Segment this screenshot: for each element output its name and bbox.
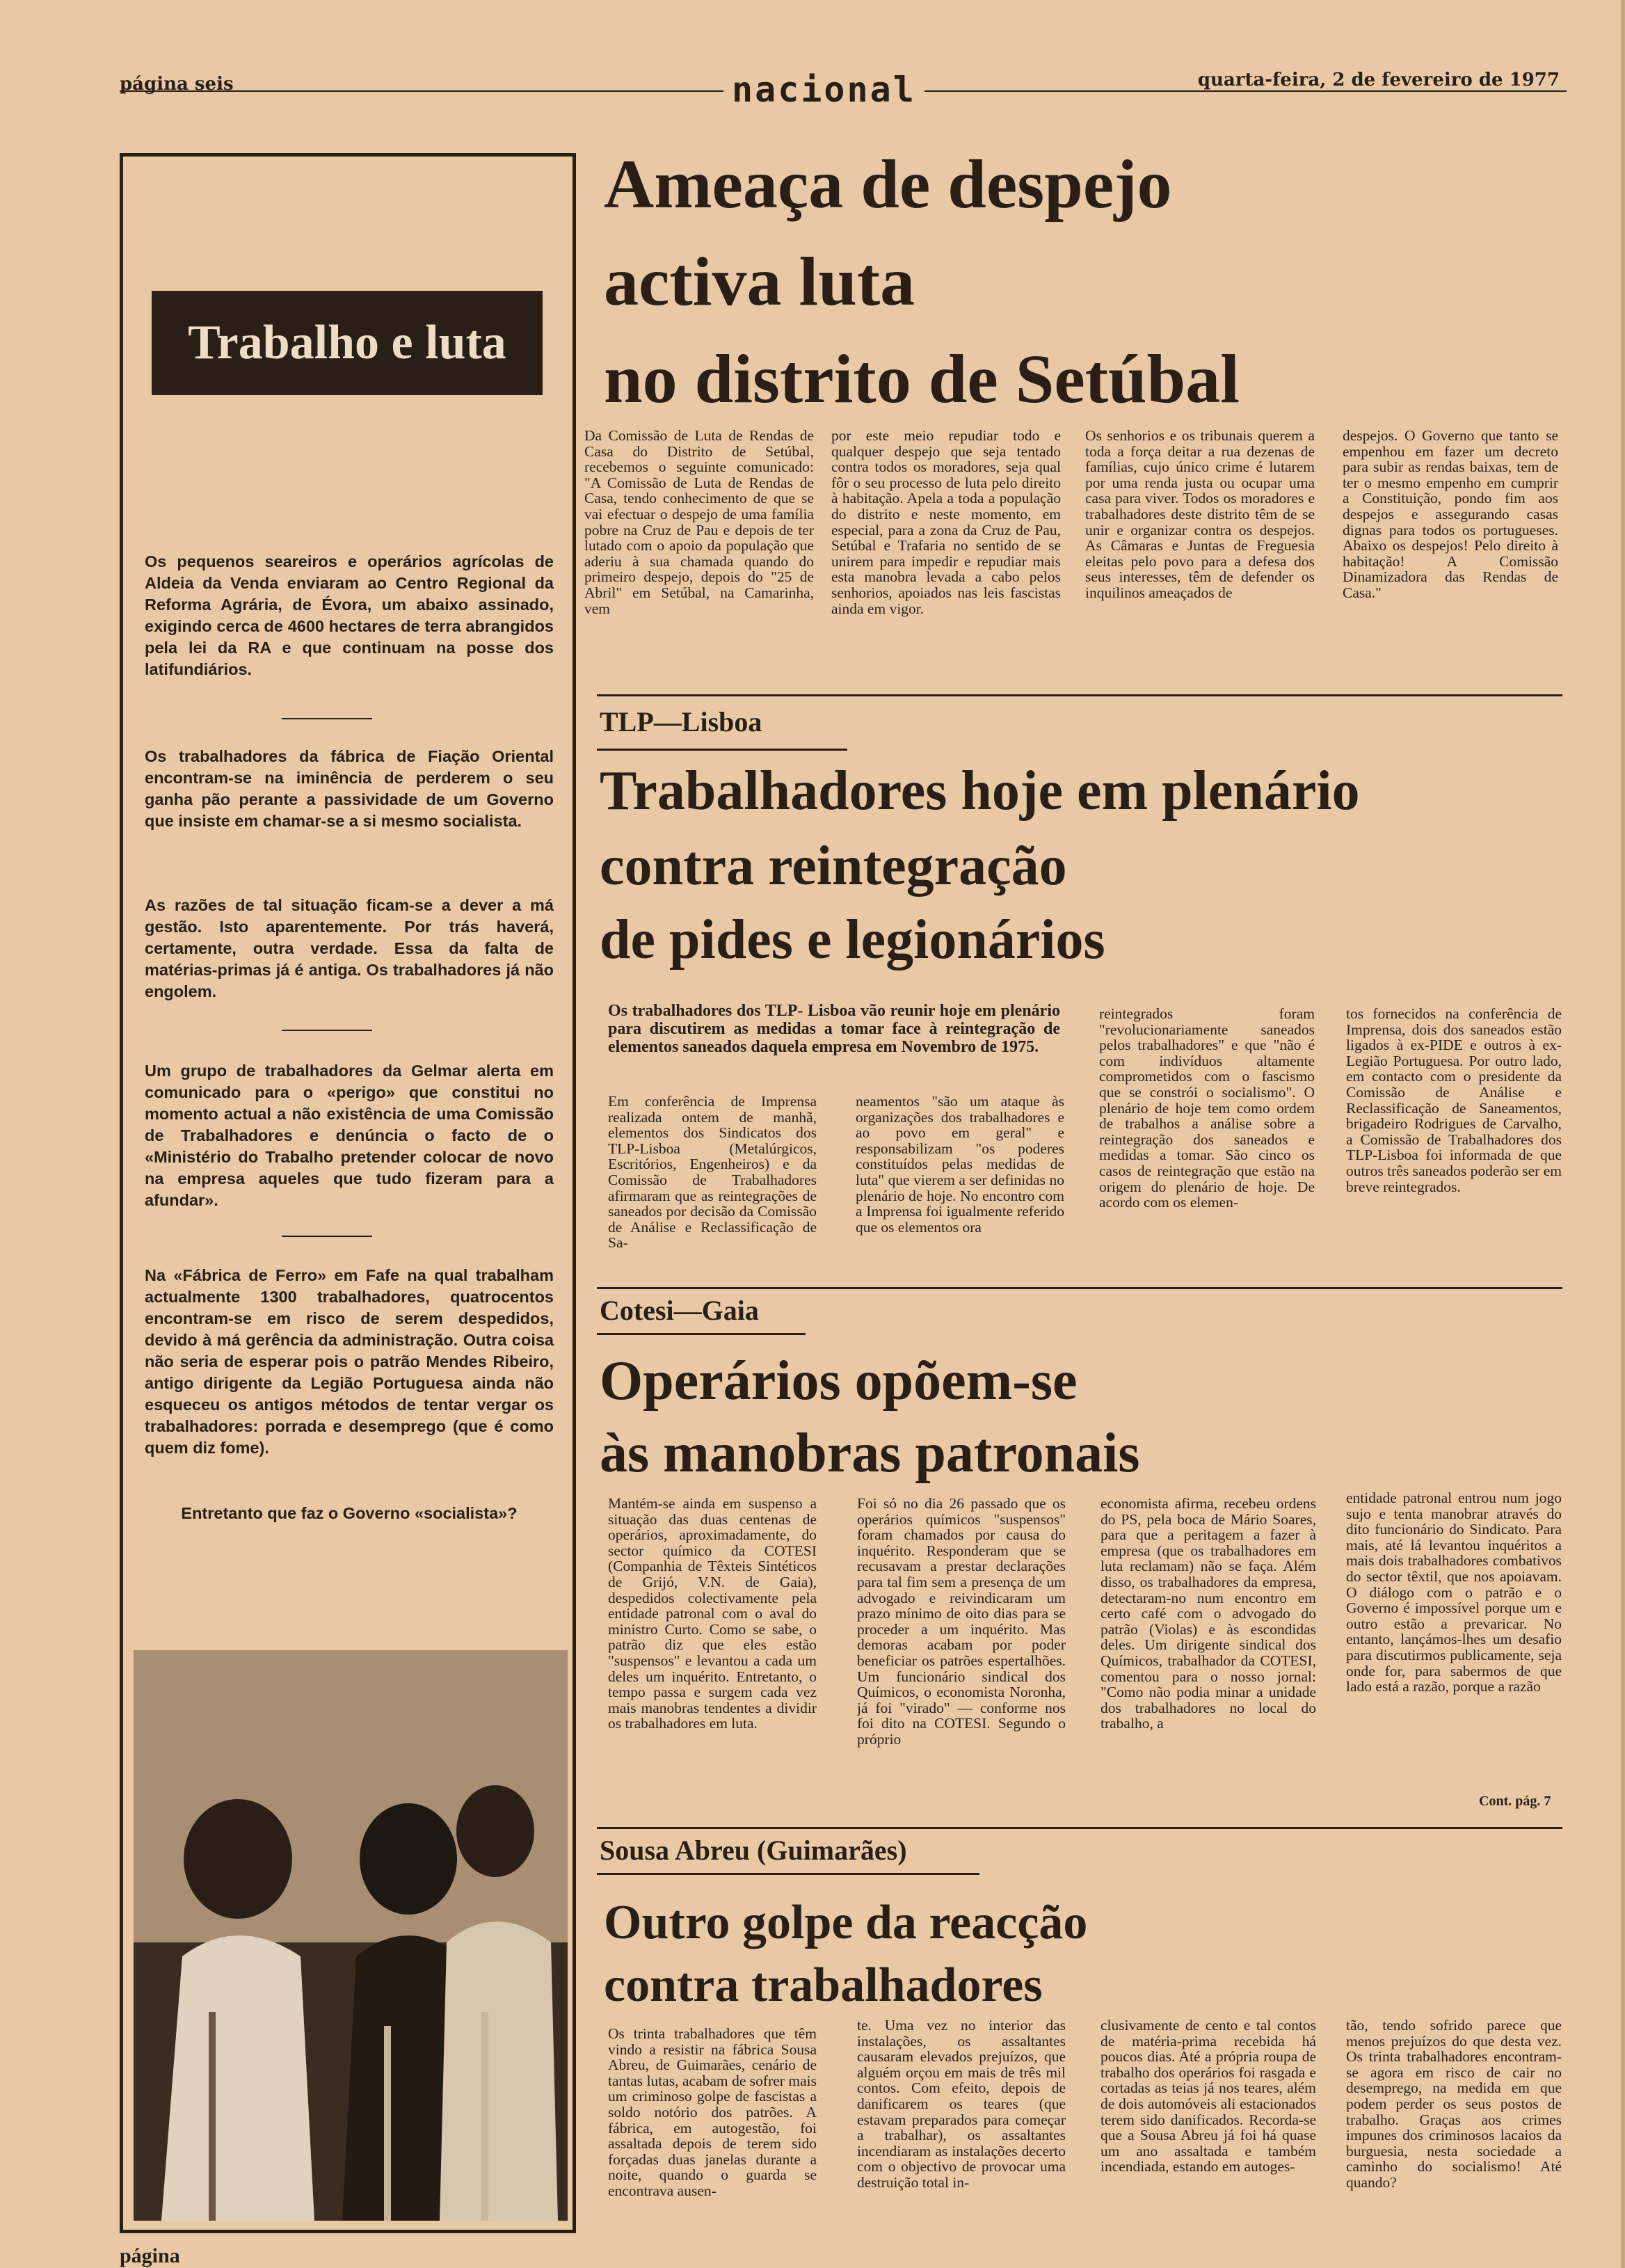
issue-date: quarta-feira, 2 de fevereiro de 1977 bbox=[1197, 70, 1560, 90]
article3-column: Mantém-se ainda em suspenso a situação das duas centenas de operários, aproximadamente, do sector químico da COTESI (Companhia de Têxteis Sintéticos de Grijó, V.N. de Gaia), despedidos colectivamente pela entidade patronal com o aval do ministro Curto. Como se sabe, o patrão diz que eles estão "suspensos" e levantou a cada um deles um inquérito. Entretanto, o tempo passa e surgem cada vez mais manobras tendentes a dividir os trabalhadores em luta. bbox=[608, 1496, 817, 1732]
footer-page-label: página bbox=[120, 2244, 180, 2267]
sidebar-paragraph: Os trabalhadores da fábrica de Fiação Oriental encontram-se na iminência de perderem o seu ganha pão perante a passividade de um Governo que insiste em chamar-se a si mesmo socialista. bbox=[145, 747, 554, 830]
article-divider bbox=[597, 1287, 1562, 1289]
article-divider bbox=[597, 694, 1562, 696]
article3-column: entidade patronal entrou num jogo sujo e tenta manobrar através do dito funcionário do Sindicato. Para mais, até lá levantou inquéritos a mais dois trabalhadores combativos do sector têxtil, que nos apoiavam. O diálogo com o patrão e o Governo é impossível porque um e outro estão a prevaricar. No entanto, lançámos-lhes um desafio para discutirmos publicamente, seja onde for, para sabermos de que lado está a razão, porque a razão bbox=[1346, 1490, 1562, 1695]
article3-headline-line: às manobras patronais bbox=[600, 1423, 1140, 1484]
article2-headline-line: Trabalhadores hoje em plenário bbox=[600, 760, 1360, 822]
article2-column: neamentos "são um ataque às organizações dos trabalhadores e ao povo em geral" e responsabilizam "os poderes constituídos pelas medidas de luta" que vierem a ser definidas no plenário de hoje. No encontro com a Imprensa foi igualmente referido que os elementos ora bbox=[856, 1094, 1064, 1236]
article3-headline-line: Operários opõem-se bbox=[600, 1350, 1078, 1412]
workers-photo bbox=[134, 1650, 568, 2221]
article2-column: Em conferência de Imprensa realizada ontem de manhã, elementos dos Sindicatos dos TLP-Lisboa (Metalúrgicos, Escritórios, Engenheiros) e da Comissão de Trabalhadores afirmaram que as reintegrações de saneados por decisão da Comissão de Análise e Reclassificação de Sa- bbox=[608, 1094, 817, 1252]
kicker-underline bbox=[597, 749, 847, 751]
article2-kicker: TLP—Lisboa bbox=[600, 706, 762, 737]
article2-lede: Os trabalhadores dos TLP- Lisboa vão reunir hoje em plenário para discutirem as medidas a tomar face à reintegração de elementos saneados daquela empresa em Novembro de 1975. bbox=[608, 1002, 1060, 1056]
sidebar-paragraph: As razões de tal situação ficam-se a dever a má gestão. Isto aparentemente. Por trás haverá, certamente, outra verdade. Essa da falta de matérias-primas já é antiga. Os trabalhadores já não engolem. bbox=[145, 896, 554, 1000]
article4-column: tão, tendo sofrido parece que menos prejuízos do que desta vez. Os trinta trabalhadores encontram-se agora em risco de cair no desemprego, na medida em que podem perder os seus postos de trabalho. Graças aos crimes impunes dos criminosos lacaios da burguesia, nesta sociedade a caminho do socialismo! Até quando? bbox=[1346, 2018, 1562, 2191]
article3-column: Foi só no dia 26 passado que os operários químicos "suspensos" foram chamados por causa do inquérito. Responderam que se recusavam a prestar declarações para tal fim sem a presença de um advogado e reivindicaram um prazo mínimo de oito dias para se proceder a um inquérito. Mas demoras acabam por poder beneficiar os patrões espertalhões. Um funcionário sindical dos Químicos, o economista Noronha, já foi "virado" — conforme nos foi dito na COTESI. Segundo o próprio bbox=[857, 1496, 1066, 1748]
section-title: nacional bbox=[723, 70, 924, 110]
workers-photo-illustration bbox=[134, 1650, 568, 2221]
sidebar-title: Trabalho e luta bbox=[152, 291, 543, 395]
sidebar-divider bbox=[282, 1030, 372, 1031]
article4-column: te. Uma vez no interior das instalações, os assaltantes causaram elevados prejuízos, que alguém orçou em mais de três mil contos. Com efeito, depois de danificarem os teares (que estavam preparados para começar a trabalhar), os assaltantes incendiaram as instalações decerto com o objectivo de provocar uma destruição total in- bbox=[857, 2018, 1066, 2191]
article1-column: por este meio repudiar todo e qualquer despejo que seja tentado contra todos os moradores, seja qual fôr o seu processo de luta pelo direito à habitação. Apela a toda a população do distrito e neste momento, em especial, para a zona da Cruz de Pau, Setúbal e Trafaria no sentido de se unirem para impedir e repudiar mais esta manobra levada a cabo pelos senhorios, apoiados nas leis fascistas ainda em vigor. bbox=[831, 428, 1061, 617]
article1-column: Os senhorios e os tribunais querem a toda a força deitar a rua dezenas de famílias, cujo único crime é lutarem por uma renda justa ou ocupar uma casa para viver. Todos os moradores e trabalhadores deste distrito têm de se unir e organizar contra os despejos. As Câmaras e Juntas de Freguesia eleitas pelo povo para a defesa dos seus interesses, têm de defender os inquilinos ameaçados de bbox=[1085, 428, 1315, 601]
article-divider bbox=[597, 1827, 1562, 1829]
continued-note: Cont. pág. 7 bbox=[1479, 1794, 1551, 1809]
sidebar-paragraph: Os pequenos seareiros e operários agrícolas de Aldeia da Venda enviaram ao Centro Regional da Reforma Agrária, de Évora, um abaixo assinado, exigindo cerca de 4600 hectares de terra abrangidos pela lei da RA e que continuam na posse dos latifundiários. bbox=[145, 552, 554, 678]
sidebar-paragraph: Um grupo de trabalhadores da Gelmar alerta em comunicado para o «perigo» que constitui no momento actual a não existência de uma Comissão de Trabalhadores e denúncia o facto de o «Ministério do Trabalho pretender colocar de novo na empresa aqueles que tudo fizeram para a afundar». bbox=[145, 1062, 554, 1209]
article1-column: Da Comissão de Luta de Rendas de Casa do Distrito de Setúbal, recebemos o seguinte comunicado: "A Comissão de Luta de Rendas de Casa, tendo conhecimento de que se vai efectuar o despejo de uma família pobre na Cruz de Pau e depois de ter lutado com o apoio da população que aderiu à sua chamada quando do primeiro despejo, depois do "25 de Abril" em Setúbal, na Camarinha, vem bbox=[584, 428, 814, 617]
article2-column: reintegrados foram "revolucionariamente saneados pelos trabalhadores" e que "não é com indivíduos altamente comprometidos com o fascismo que se constrói o socialismo". O plenário de hoje tem como ordem de trabalhos a análise sobre a reintegração dos saneados e medidas a tomar. São cinco os casos de reintegração que estão na origem do plenário de hoje. De acordo com os elemen- bbox=[1099, 1006, 1315, 1211]
sidebar-divider bbox=[282, 1236, 372, 1237]
article2-headline-line: contra reintegração bbox=[600, 836, 1067, 897]
kicker-underline bbox=[597, 1873, 979, 1875]
sidebar-divider bbox=[282, 718, 372, 719]
article4-kicker: Sousa Abreu (Guimarães) bbox=[600, 1835, 907, 1866]
sidebar-paragraph: Na «Fábrica de Ferro» em Fafe na qual trabalham actualmente 1300 trabalhadores, quatrocentos encontram-se em risco de serem despedidos, devido à má gerência da administração. Outra coisa não seria de esperar pois o patrão Mendes Ribeiro, antigo dirigente da Legião Portuguesa ainda não esqueceu os antigos métodos de tentar vergar os trabalhadores: porrada e desemprego (que é como quem diz fome). bbox=[145, 1266, 554, 1457]
article2-headline-line: de pides e legionários bbox=[600, 909, 1105, 971]
page-edge bbox=[1621, 0, 1625, 2268]
article1-column: despejos. O Governo que tanto se empenhou em fazer um decreto para subir as rendas baixas, tem de ter o mesmo empenho em cumprir a Constituição, pondo fim aos despejos e assegurando casas dignas para todos os portugueses. Abaixo os despejos! Pelo direito à habitação! A Comissão Dinamizadora das Rendas de Casa." bbox=[1343, 428, 1558, 601]
article4-column: clusivamente de cento e tal contos de matéria-prima recebida há poucos dias. Até a própria roupa de trabalho dos operários foi rasgada e cortadas as teias já nos teares, além de dois automóveis ali estacionados terem sido danificados. Recorda-se que a Sousa Abreu já foi há quase um ano assaltada e também incendiada, estando em autoges- bbox=[1100, 2018, 1316, 2175]
article2-column: tos fornecidos na conferência de Imprensa, dois dos saneados estão ligados à ex-PIDE e outros à ex-Legião Portuguesa. Por outro lado, em contacto com o presidente da Comissão de Análise e Reclassificação de Saneamentos, brigadeiro Rodrigues de Carvalho, a Comissão de Trabalhadores dos TLP-Lisboa foi informada de que outros três saneados poderão ser em breve reintegrados. bbox=[1346, 1006, 1562, 1195]
kicker-underline bbox=[597, 1333, 806, 1335]
article1-headline-line: Ameaça de despejo bbox=[604, 145, 1172, 223]
page-number: página seis bbox=[120, 74, 234, 95]
article1-headline-line: activa luta bbox=[604, 243, 915, 320]
article1-headline-line: no distrito de Setúbal bbox=[604, 340, 1240, 417]
sidebar-paragraph: Entretanto que faz o Governo «socialista»? bbox=[181, 1504, 518, 1522]
article3-kicker: Cotesi—Gaia bbox=[600, 1295, 759, 1326]
article4-headline-line: contra trabalhadores bbox=[604, 1958, 1043, 2012]
article3-column: economista afirma, recebeu ordens do PS, pela boca de Mário Soares, para que a peritagem a fazer à empresa (que os trabalhadores em luta reclamam) não se faça. Além disso, os trabalhadores da empresa, detectaram-no num encontro em certo café com o advogado do patrão (Violas) e às escondidas deles. Um dirigente sindical dos Químicos, trabalhador da COTESI, comentou para o nosso jornal: "Como não podia minar a unidade dos trabalhadores no local do trabalho, a bbox=[1100, 1496, 1316, 1732]
article4-headline-line: Outro golpe da reacção bbox=[604, 1896, 1088, 1949]
article4-column: Os trinta trabalhadores que têm vindo a resistir na fábrica Sousa Abreu, de Guimarães, cenário de tantas lutas, acabam de sofrer mais um criminoso golpe de fascistas a soldo notório dos patrões. A fábrica, em autogestão, foi assaltada depois de terem sido forçadas duas janelas durante a noite, quando o guarda se encontrava ausen- bbox=[608, 2026, 817, 2199]
